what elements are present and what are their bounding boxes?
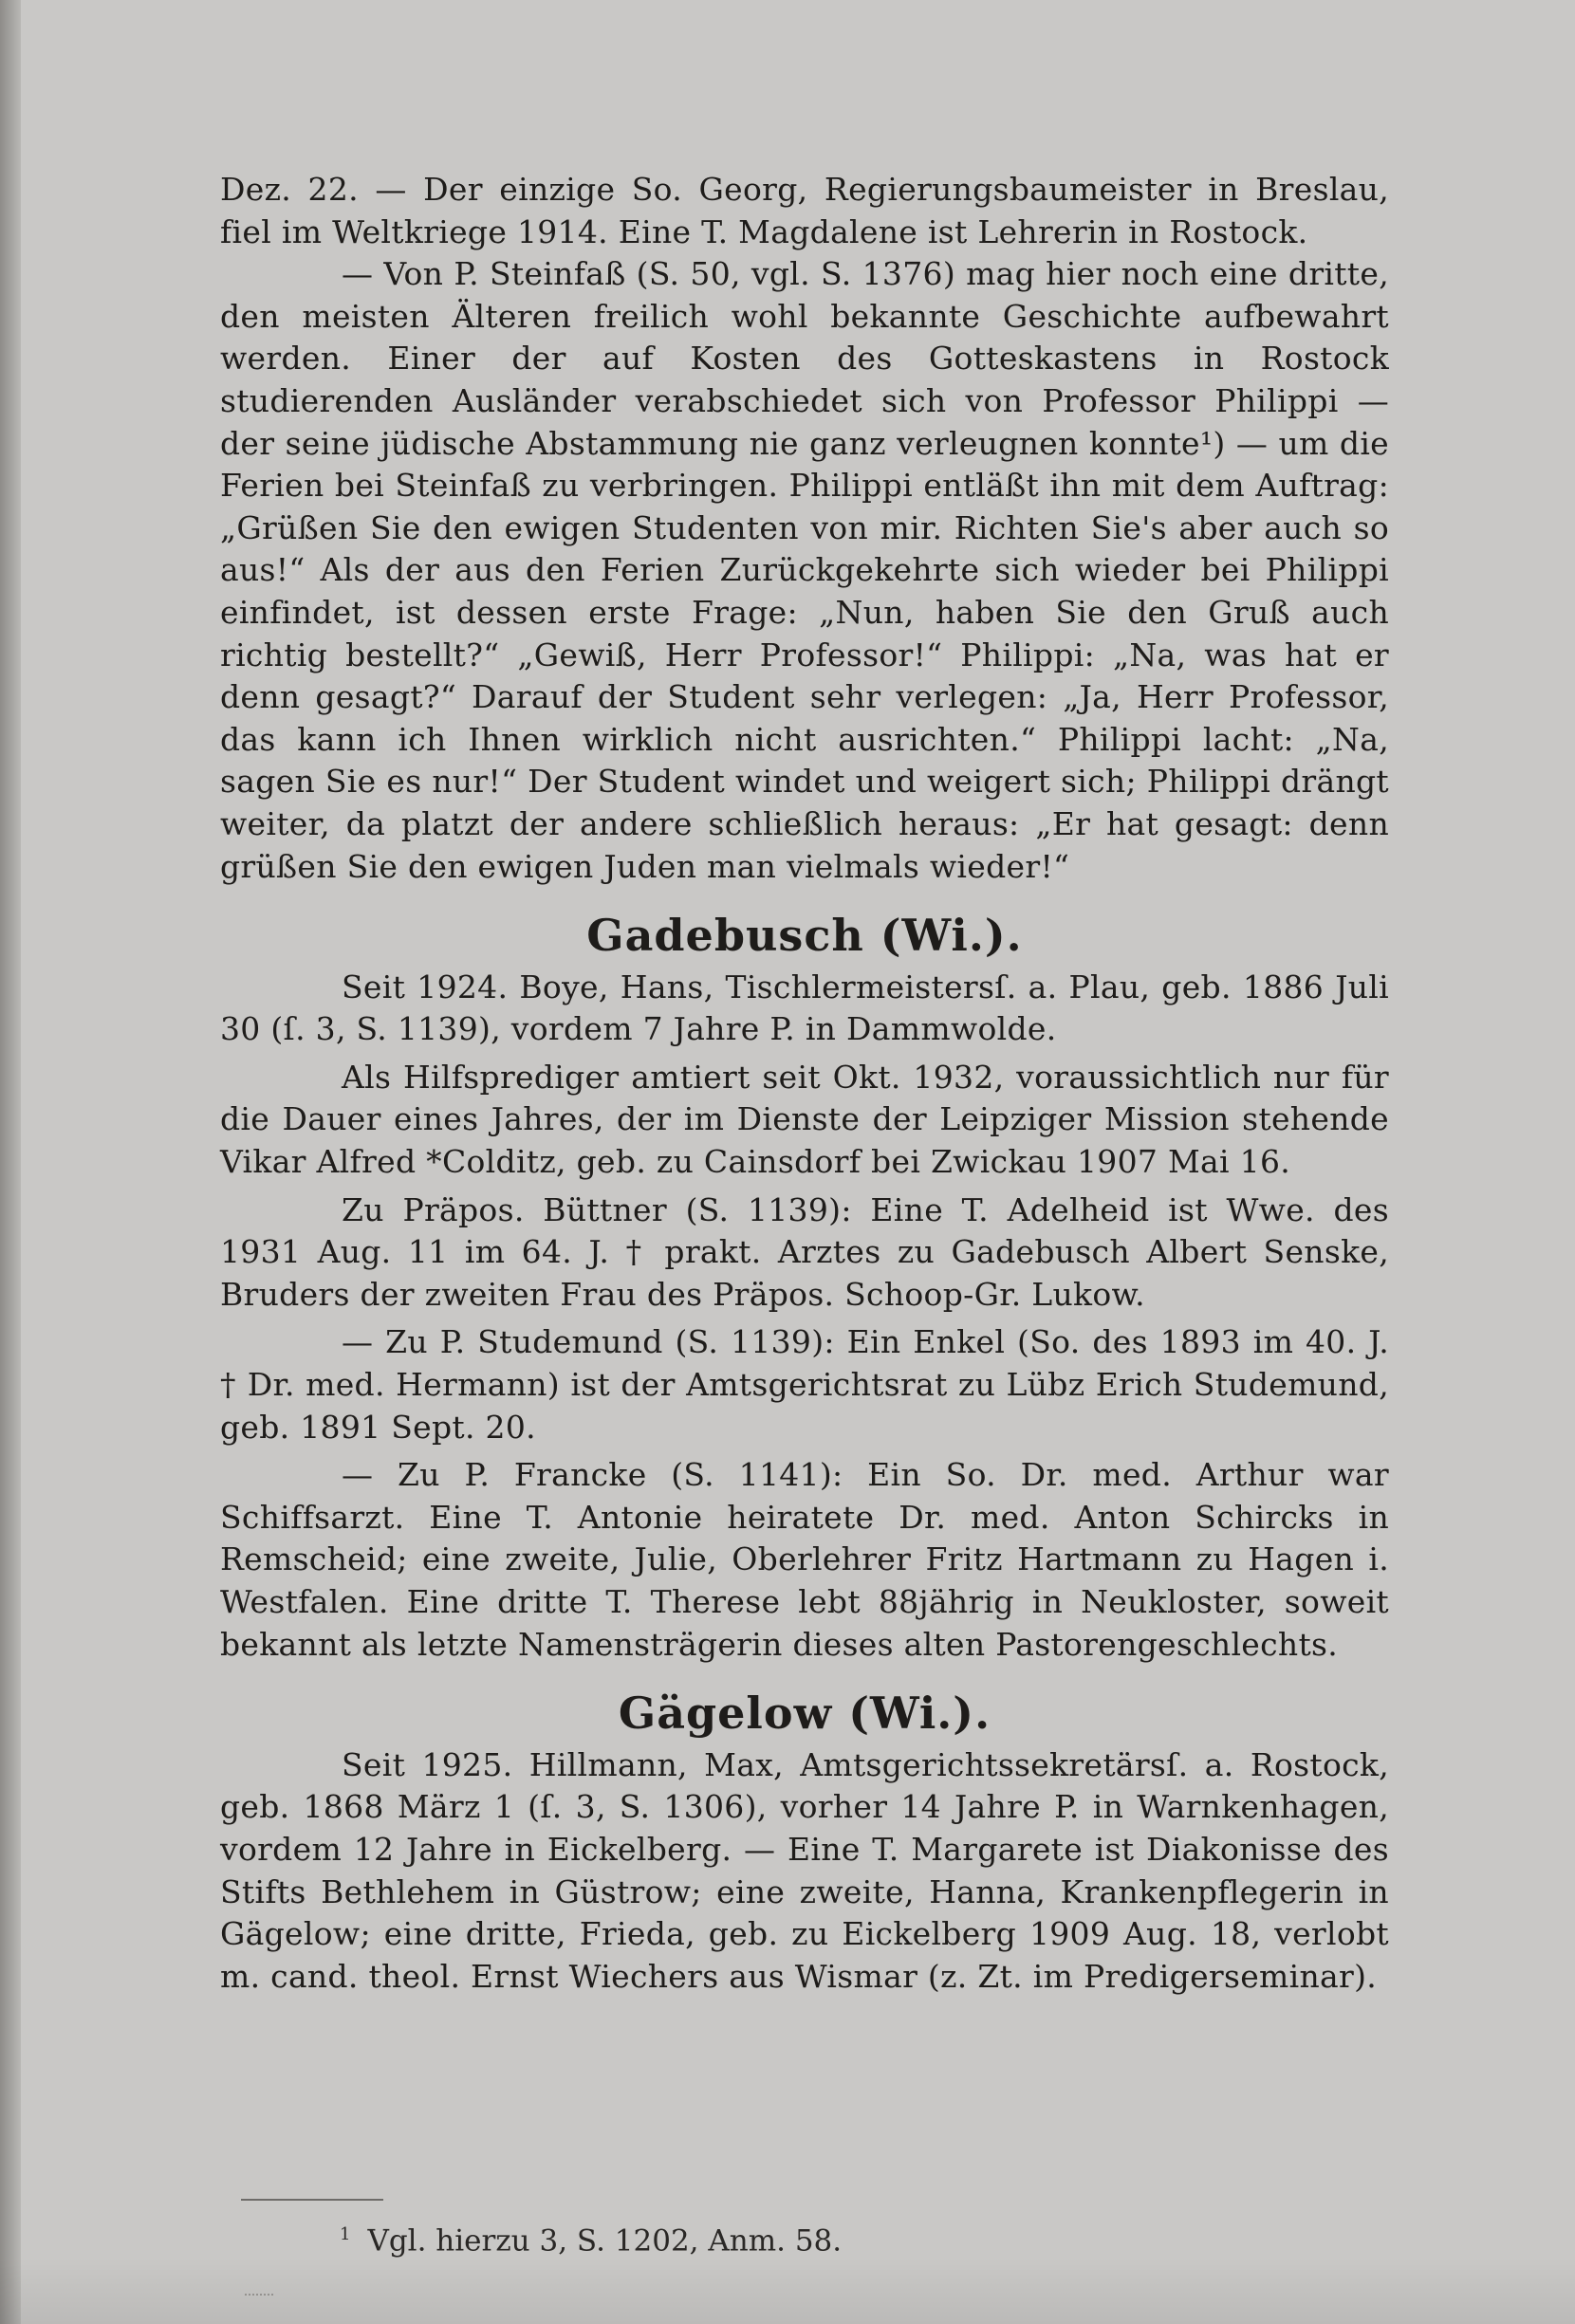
footnote — [340, 2216, 842, 2259]
page-text — [220, 169, 1389, 1998]
paragraph-2: — Von P. Steinfaß (S. 50, vgl. S. 1376) mag hier noch eine dritte, den meisten Älteren freilich wohl bekannte Geschichte aufbewahrt werden. Einer der auf Kosten des Gotteskastens in Rostock studierenden Ausländer verabschiedet sich von Professor Philippi — der seine jüdische Abstammung nie ganz verleugnen konnte¹) — um die Ferien bei Steinfaß zu verbringen. Philippi entläßt ihn mit dem Auftrag: „Grüßen Sie den ewigen Studenten von mir. Richten Sie's aber auch so aus!“ Als der aus den Ferien Zurückgekehrte sich wieder bei Philippi einfindet, ist dessen erste Frage: „Nun, haben Sie den Gruß auch richtig bestellt?“ „Gewiß, Herr Professor!“ Philippi: „Na, was hat er denn gesagt?“ Darauf der Student sehr verlegen: „Ja, Herr Professor, das kann ich Ihnen wirklich nicht ausrichten.“ Philippi lacht: „Na, sagen Sie es nur!“ Der Student windet und weigert sich; Philippi drängt weiter, da platzt der andere schließlich heraus: „Er hat gesagt: denn grüßen Sie den ewigen Juden man vielmals wieder!“ — [220, 255, 1389, 885]
heading-gadebusch: Gadebusch (Wi.). — [586, 910, 1023, 962]
page-binding-edge — [0, 0, 21, 2324]
page-shadow — [0, 2258, 1575, 2324]
paragraph-8: Seit 1925. Hillmann, Max, Amtsgerichtssekretärsſ. a. Rostock, geb. 1868 März 1 (ſ. 3, S. 1306), vorher 14 Jahre P. in Warnkenhagen, vordem 12 Jahre in Eickelberg. — Eine T. Margarete ist Diakonisse des Stifts Bethlehem in Güstrow; eine zweite, Hanna, Krankenpflegerin in Gägelow; eine dritte, Frieda, geb. zu Eickelberg 1909 Aug. 18, verlobt m. cand. theol. Ernst Wiechers aus Wismar (z. Zt. im Predigerseminar). — [220, 1745, 1389, 1995]
heading-gaegelow: Gägelow (Wi.). — [618, 1688, 991, 1740]
footnote-divider — [241, 2199, 383, 2201]
paragraph-3: Seit 1924. Boye, Hans, Tischlermeistersſ. a. Plau, geb. 1886 Juli 30 (ſ. 3, S. 1139), vordem 7 Jahre P. in Dammwolde. — [220, 968, 1389, 1048]
paragraph-4: Als Hilfsprediger amtiert seit Okt. 1932, voraussichtlich nur für die Dauer eines Jahres, der im Dienste der Leipziger Mission stehende Vikar Alfred *Colditz, geb. zu Cainsdorf bei Zwickau 1907 Mai 16. — [220, 1058, 1389, 1181]
paragraph-7: — Zu P. Francke (S. 1141): Ein So. Dr. med. Arthur war Schiffsarzt. Eine T. Antonie heiratete Dr. med. Anton Schircks in Remscheid; eine zweite, Julie, Oberlehrer Fritz Hartmann zu Hagen i. Westfalen. Eine dritte T. Therese lebt 88jährig in Neukloster, soweit bekannt als letzte Namensträgerin dieses alten Pastorengeschlechts. — [220, 1456, 1389, 1663]
paragraph-1: Dez. 22. — Der einzige So. Georg, Regierungsbaumeister in Breslau, fiel im Weltkriege 1914. Eine T. Magdalene ist Lehrerin in Rostock. — [220, 171, 1389, 250]
paragraph-5: Zu Präpos. Büttner (S. 1139): Eine T. Adelheid ist Wwe. des 1931 Aug. 11 im 64. J. † prakt. Arztes zu Gadebusch Albert Senske, Bruders der zweiten Frau des Präpos. Schoop-Gr. Lukow. — [220, 1190, 1389, 1313]
footnote-marker: 1 — [340, 2224, 351, 2244]
footnote-text: Vgl. hierzu 3, S. 1202, Anm. 58. — [367, 2223, 843, 2259]
paragraph-6: — Zu P. Studemund (S. 1139): Ein Enkel (So. des 1893 im 40. J. † Dr. med. Hermann) ist der Amtsgerichtsrat zu Lübz Erich Studemund, geb. 1891 Sept. 20. — [220, 1323, 1389, 1446]
